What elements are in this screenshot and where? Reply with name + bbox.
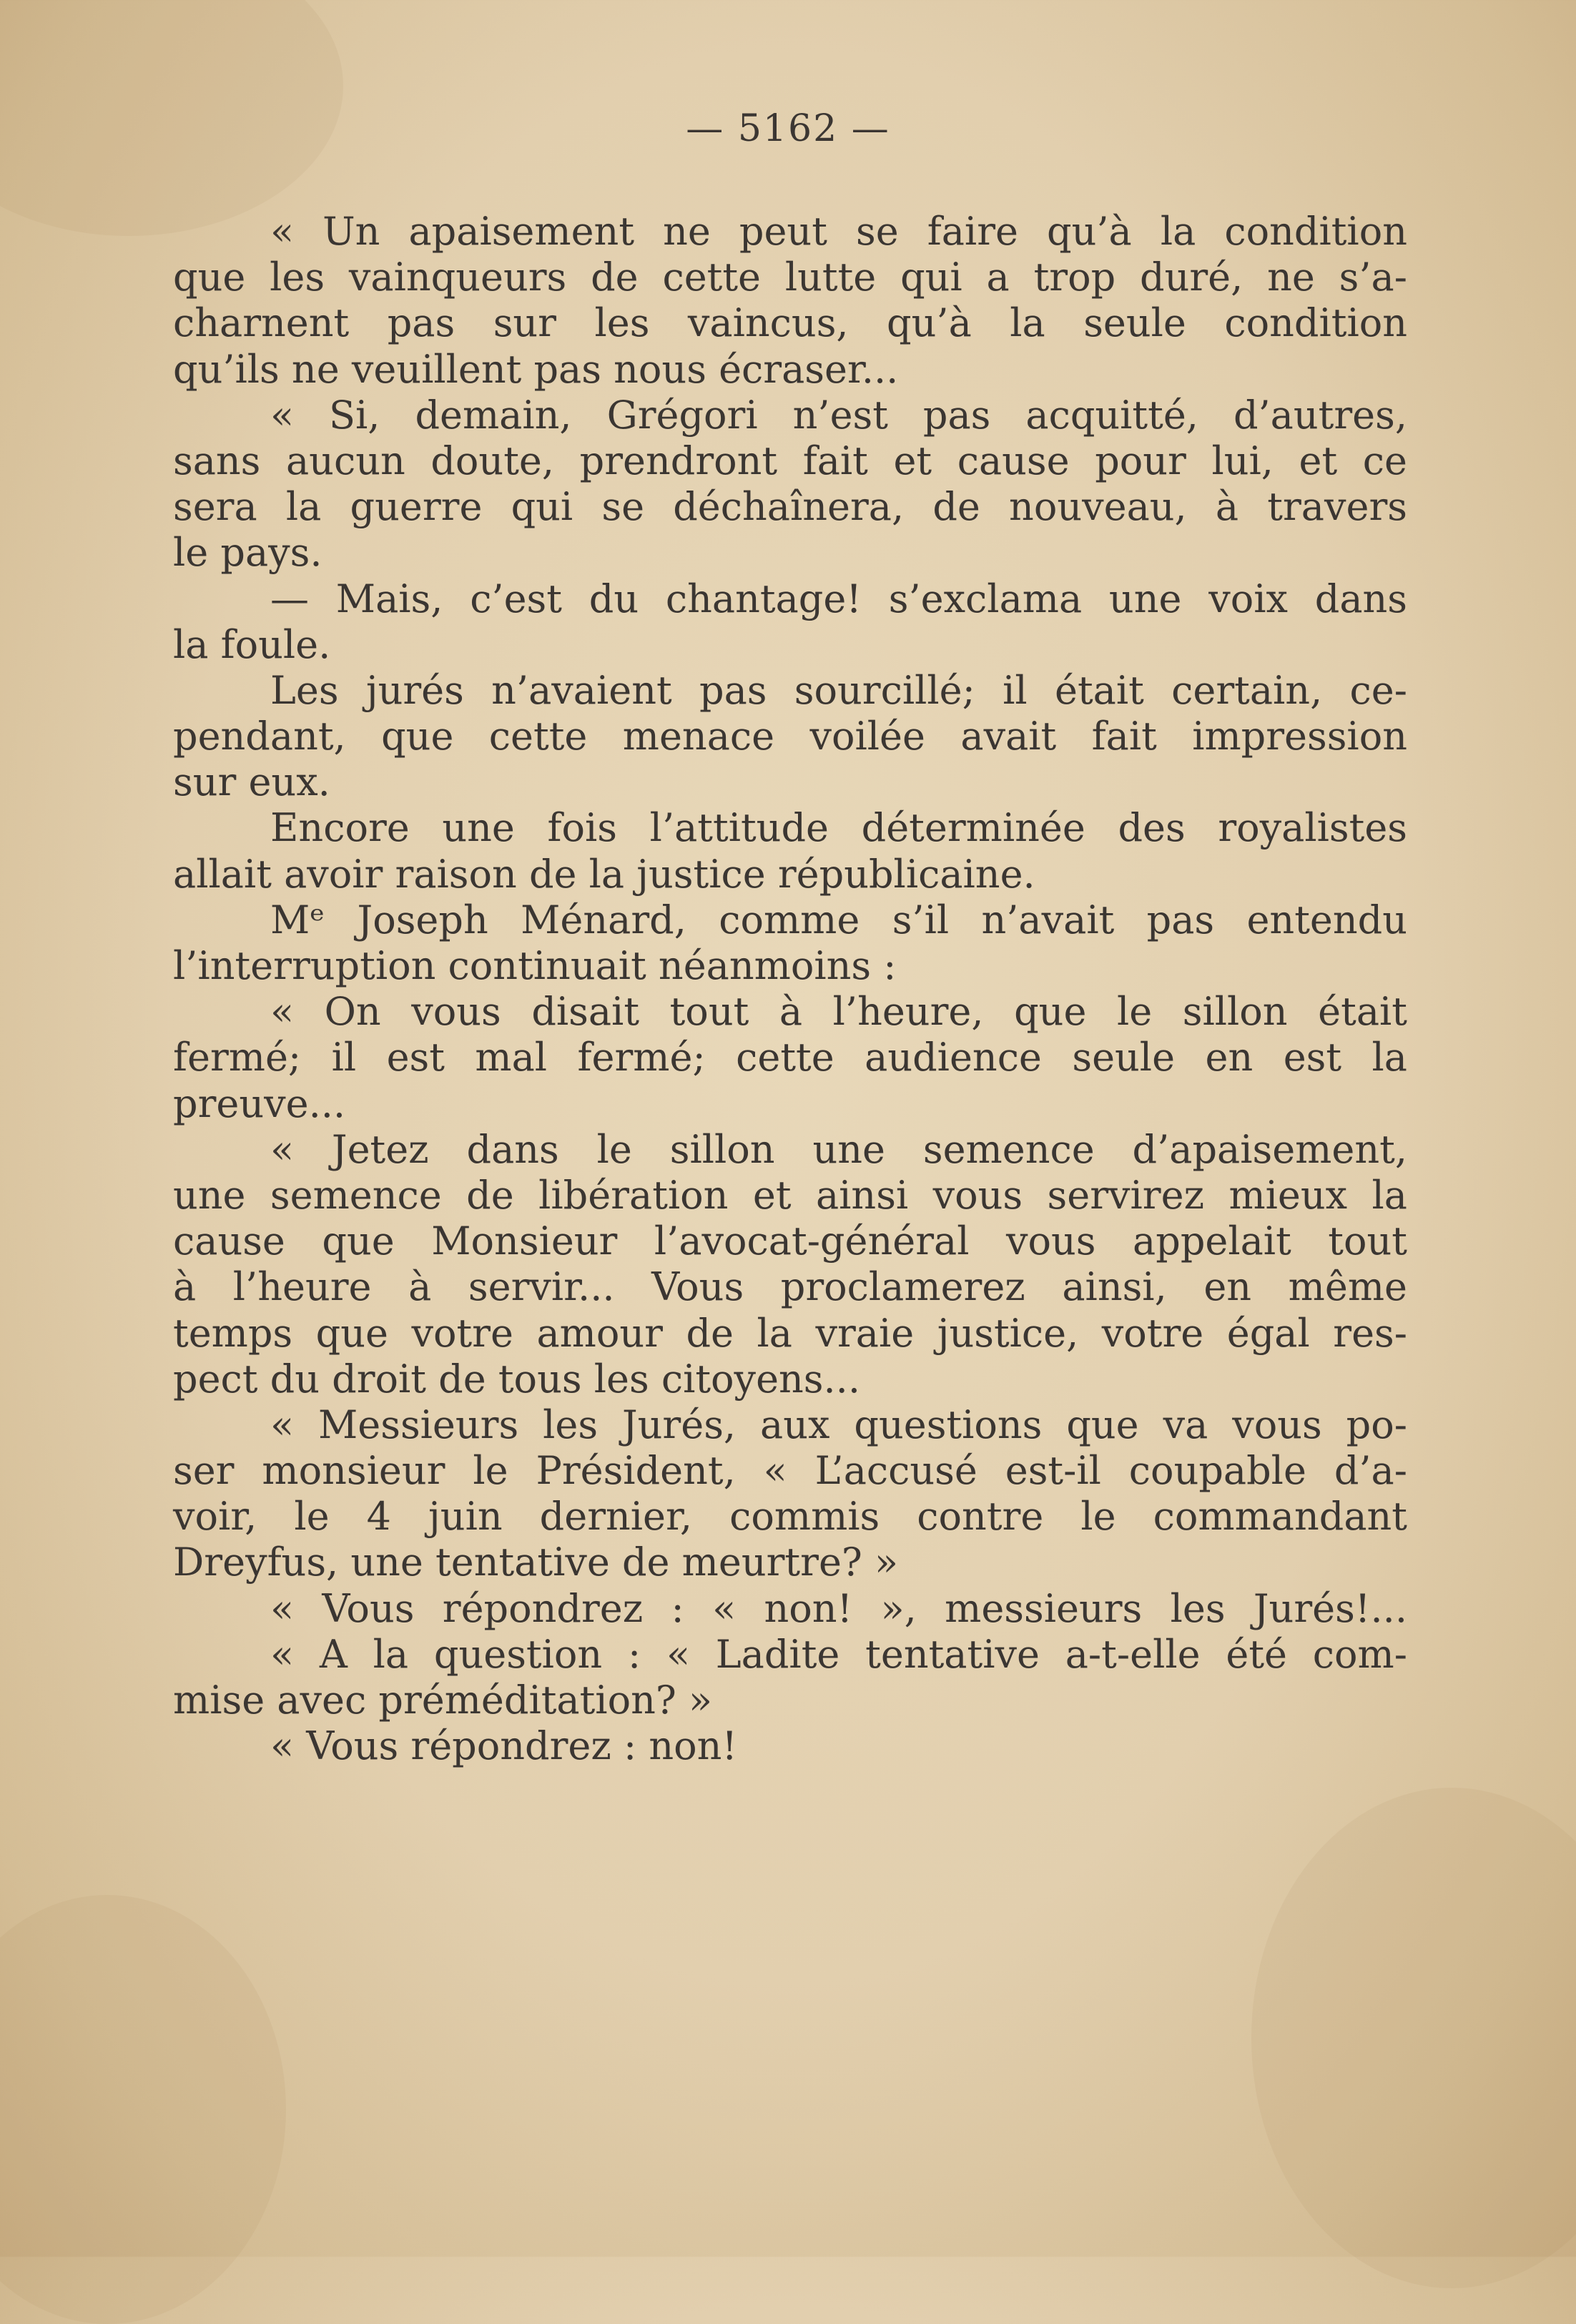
paper-stain <box>0 1895 286 2324</box>
text-line: le pays. <box>173 530 322 576</box>
text-line: « Jetez dans le sillon une semence d’apaisement, <box>270 1126 1407 1172</box>
page-number: — 5162 — <box>686 107 890 150</box>
text-line: sur eux. <box>173 759 330 805</box>
text-line: sera la guerre qui se déchaînera, de nouveau, à travers <box>173 484 1407 530</box>
text-line: fermé; il est mal fermé; cette audience seule en est la <box>173 1035 1407 1080</box>
text-line: pect du droit de tous les citoyens... <box>173 1356 861 1402</box>
text-line: Dreyfus, une tentative de meurtre? » <box>173 1540 899 1585</box>
text-line: mise avec préméditation? » <box>173 1678 713 1723</box>
text-line: « Vous répondrez : non! <box>270 1723 738 1769</box>
body-text <box>173 209 1407 1769</box>
text-line: « A la question : « Ladite tentative a-t-elle été com- <box>270 1631 1407 1677</box>
text-line: « Messieurs les Jurés, aux questions que va vous po- <box>270 1402 1407 1447</box>
text-line: la foule. <box>173 621 331 667</box>
text-line: — Mais, c’est du chantage! s’exclama une voix dans <box>270 576 1407 621</box>
text-line: charnent pas sur les vaincus, qu’à la seule condition <box>173 300 1407 346</box>
text-line: ser monsieur le Président, « L’accusé est-il coupable d’a- <box>173 1448 1407 1494</box>
text-line: pendant, que cette menace voilée avait fait impression <box>173 714 1407 759</box>
text-line: Les jurés n’avaient pas sourcillé; il était certain, ce- <box>270 667 1407 713</box>
text-line: sans aucun doute, prendront fait et cause pour lui, et ce <box>173 438 1407 483</box>
text-line: l’interruption continuait néanmoins : <box>173 943 897 988</box>
text-line: Encore une fois l’attitude déterminée des royalistes <box>270 805 1407 851</box>
text-line: « On vous disait tout à l’heure, que le sillon était <box>270 989 1407 1035</box>
text-line: que les vainqueurs de cette lutte qui a trop duré, ne s’a- <box>173 255 1407 300</box>
text-line: une semence de libération et ainsi vous servirez mieux la <box>173 1172 1407 1218</box>
text-line: temps que votre amour de la vraie justice, votre égal res- <box>173 1310 1407 1356</box>
text-line: qu’ils ne veuillent pas nous écraser... <box>173 346 899 392</box>
text-line: voir, le 4 juin dernier, commis contre le commandant <box>173 1494 1407 1540</box>
text-line: preuve... <box>173 1080 346 1126</box>
text-line: Mᵉ Joseph Ménard, comme s’il n’avait pas entendu <box>270 897 1407 942</box>
paper-stain <box>1251 1788 1576 2288</box>
text-line: « Un apaisement ne peut se faire qu’à la condition <box>270 209 1407 254</box>
text-line: « Vous répondrez : « non! », messieurs les Jurés!... <box>270 1585 1407 1631</box>
text-line: à l’heure à servir... Vous proclamerez ainsi, en même <box>173 1264 1407 1310</box>
text-line: allait avoir raison de la justice républicaine. <box>173 851 1035 897</box>
text-line: « Si, demain, Grégori n’est pas acquitté, d’autres, <box>270 392 1407 438</box>
text-line: cause que Monsieur l’avocat-général vous appelait tout <box>173 1218 1407 1264</box>
